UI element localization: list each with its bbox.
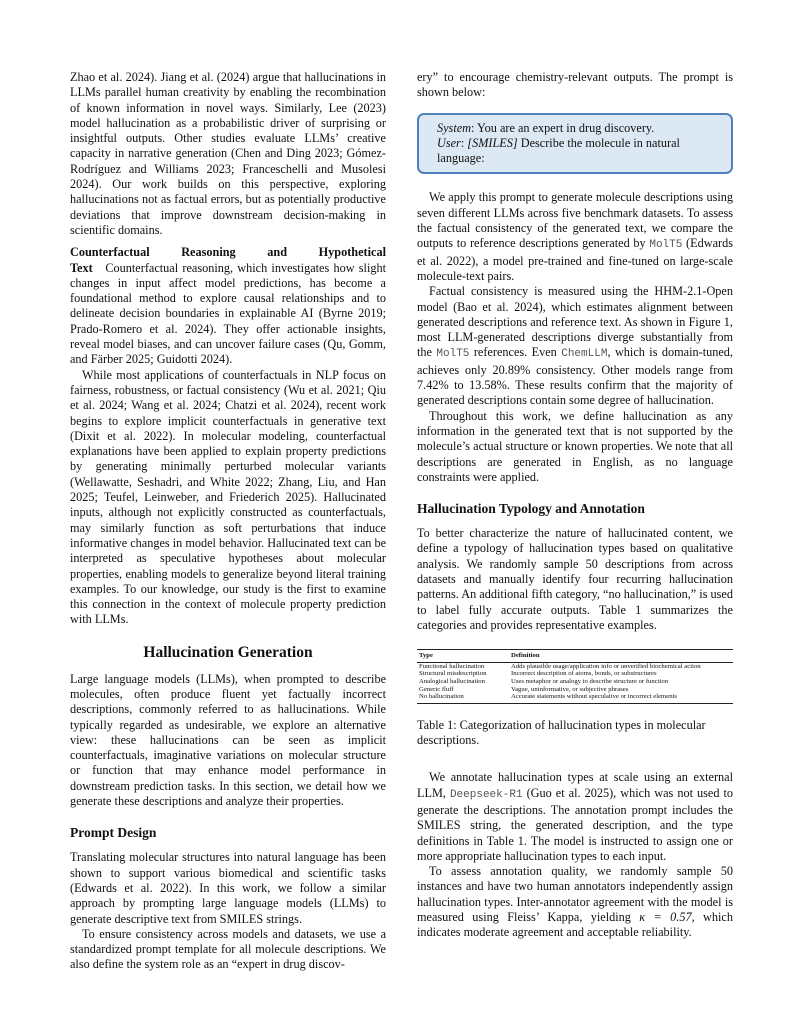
model-name: ChemLLM: [561, 348, 608, 361]
paragraph: To better characterize the nature of hallucinated content, we define a typology of hallucination types based on qualitative analysis. We randomly sample 50 descriptions from across datasets and manually identify four recurring hallucination patterns. An additional fifth category, “no hallucination,” is used to label fully accurate outputs. Table 1 summarizes the categories and provides representative examples.: [417, 526, 733, 632]
paragraph: Zhao et al. 2024). Jiang et al. (2024) argue that hallucinations in LLMs parallel human creativity by enabling the recombination of known information in novel ways. Similarly, Lee (2023) model hallucination as a probabilistic driver of surprising or insightful outputs. Other studies evaluate LLMs’ creative capacity in narrative generation (Chen and Ding 2023; Gómez-Rodríguez and Williams 2023; Franceschelli and Musolesi 2024). Our work builds on this perspective, exploring hallucinations not as factual errors, but as potentially productive deviations that improve downstream decision-making in scientific domains.: [70, 70, 386, 237]
table-row: [417, 686, 733, 694]
prompt-user-var: [SMILES]: [467, 135, 518, 150]
paragraph: [417, 190, 733, 284]
paragraph-text: (Guo et al. 2025), which was not used to generate the descriptions. The annotation prompt includes the SMILES string, the generated description, and the type definitions in Table 1. The model is instructed to assign one or more appropriate hallucination types to each input.: [417, 785, 734, 863]
typology-table: [417, 649, 733, 704]
table-cell: Incorrect description of atoms, bonds, or substructures: [511, 670, 657, 678]
model-name: MolT5: [649, 239, 683, 252]
table-cell: Uses metaphor or analogy to describe structure or function: [511, 677, 669, 685]
paragraph-text: Counterfactual reasoning, which investigates how slight changes in input affect model predictions, has become a foundational method to explore causal relationships and to delineate decision boundaries in explainable AI (Byrne 2019; Prado-Romero et al. 2024). They offer actionable insights, reveal model biases, and can uncover failure cases (Qu, Gomm, and Färber 2025; Guidotti 2024).: [70, 260, 387, 367]
prompt-system-label: System: [437, 120, 472, 135]
paragraph-text: We apply this prompt to generate molecule descriptions using seven different LLMs across five benchmark datasets. To assess the factual consistency of the generated text, we compare the outputs to reference descriptions generated by: [417, 190, 733, 251]
table-row: [417, 670, 733, 678]
paragraph-text: To assess annotation quality, we randomly sample 50 instances and have two human annotators independently assign hallucination types. Inter-annotator agreement with the model is measured using Fleiss’ Kappa, yielding: [417, 864, 733, 925]
paragraph: [417, 770, 733, 864]
left-column: [70, 70, 386, 973]
paragraph-text: , which is domain-tuned, achieves only 20.89% consistency. Other models range from 7.42% to 13.58%. These results confirm that the majority of generated descriptions contain some degree of hallucination.: [417, 345, 733, 408]
paragraph: Throughout this work, we define hallucination as any information in the generated text that is not supported by the molecule’s actual structure or known properties. We note that all descriptions are generated in English, as no language constraints were applied.: [417, 408, 733, 484]
model-name: MolT5: [436, 348, 470, 361]
paragraph: [417, 864, 733, 940]
paragraph-text: , which indicates moderate agreement and acceptable reliability.: [417, 910, 733, 940]
paragraph-text: Factual consistency is measured using the HHM-2.1-Open model (Bao et al. 2024), which estimates alignment between generated descriptions and reference text. As shown in Figure 1, most LLM-generated descriptions diverge substantially from the: [417, 284, 733, 360]
paragraph: To ensure consistency across models and datasets, we use a standardized prompt template for all molecule descriptions. We also define the system role as an “expert in drug discov-: [70, 926, 386, 972]
subsection-heading: Hallucination Typology and Annotation: [417, 501, 645, 517]
prompt-user-text: Describe the molecule in natural language:: [437, 135, 680, 166]
paragraph-text: references. Even: [469, 345, 562, 360]
table-caption: Table 1: Categorization of hallucination types in molecular descriptions.: [417, 717, 706, 748]
right-column: [417, 70, 733, 941]
paragraph: ery” to encourage chemistry-relevant outputs. The prompt is shown below:: [417, 70, 733, 100]
runin-heading: Counterfactual Reasoning and Hypothetical Text: [70, 245, 386, 275]
paragraph: While most applications of counterfactuals in NLP focus on fairness, robustness, or factual consistency (Wu et al. 2021; Qiu et al. 2024; Wang et al. 2024; Chatzi et al. 2024), recent work begins to explore implicit counterfactuals in generative text (Dixit et al. 2022). In molecular modeling, counterfactual explanations have been applied to explain property predictions by generating minimally perturbed molecular variants (Wellawatte, Seshadri, and White 2022; Zhang, Liu, and Han 2025; Teufel, Leinweber, and Friederich 2025). Hallucinated inputs, although not explicitly constructed as counterfactuals, may similarly function as soft perturbations that induce informative changes in model behavior. Hallucinated text can be interpreted as speculative hypotheses about molecular properties, enabling models to generalize beyond literal training examples. To our knowledge, our study is the first to examine this connection in the context of molecule property prediction with LLMs.: [70, 367, 387, 627]
table-row: [417, 678, 733, 686]
paragraph: Translating molecular structures into natural language has been shown to support various biomedical and scientific tasks (Edwards et al. 2022). In this work, we follow a similar approach by prompting large language models (LLMs) to generate descriptive text from SMILES strings.: [70, 850, 386, 926]
table-row: [417, 693, 733, 703]
table-cell: Analogical hallucination: [419, 677, 485, 685]
prompt-system-text: : You are an expert in drug discovery.: [471, 120, 655, 135]
model-name: Deepseek-R1: [449, 788, 523, 801]
table-cell: Structural misdescription: [419, 670, 487, 678]
subsection-heading: Prompt Design: [70, 825, 157, 841]
paragraph-counterfactual: [70, 245, 386, 367]
table-header: Definition: [509, 650, 733, 663]
table-row: [417, 662, 733, 670]
prompt-user-line: [437, 136, 721, 167]
kappa-value: κ = 0.57: [639, 910, 692, 925]
section-heading: Hallucination Generation: [143, 643, 313, 661]
table-cell: Functional hallucination: [419, 662, 485, 670]
table-cell: No hallucination: [417, 693, 509, 703]
table-cell: Adds plausible usage/application info or unverified biochemical action: [511, 662, 701, 670]
prompt-user-label: User: [437, 135, 461, 150]
prompt-system-line: [437, 121, 721, 136]
paragraph: Large language models (LLMs), when prompted to describe molecules, often produce fluent yet factually incorrect descriptions, commonly referred to as hallucinations. While typically regarded as undesirable, we explore an alternative view: these hallucinations can be seen as implicit counterfactuals, imaginative variations on molecular structure or function that may enhance model performance in downstream prediction tasks. In this section, we detail how we generate these descriptions and analyze their properties.: [70, 671, 386, 809]
prompt-box: [417, 113, 733, 175]
table-header: Type: [417, 650, 509, 663]
paragraph-text: (Edwards et al. 2022), a model pre-trained and fine-tuned on large-scale molecule-text pairs.: [417, 236, 733, 283]
table-cell: Generic fluff: [419, 685, 454, 693]
prompt-user-sep: :: [460, 135, 468, 150]
paragraph-text: We annotate hallucination types at scale using an external LLM,: [417, 770, 733, 800]
table-header-row: [417, 650, 733, 663]
table-cell: Vague, uninformative, or subjective phrases: [511, 685, 629, 693]
paragraph: [417, 284, 733, 408]
table-cell: Accurate statements without speculative or incorrect elements: [509, 693, 733, 703]
